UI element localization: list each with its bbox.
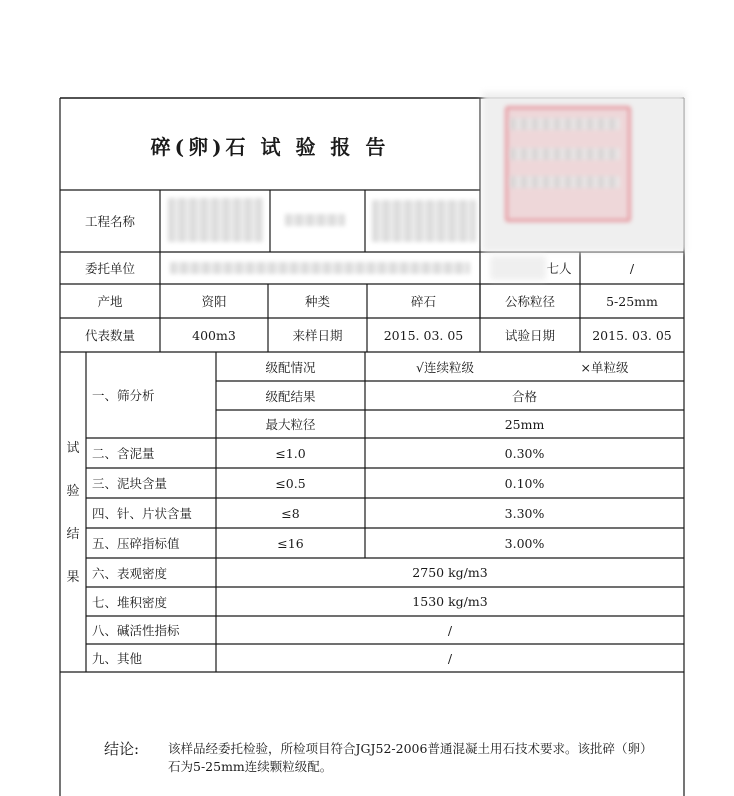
nominal-size-label: 公称粒径 [504, 294, 555, 309]
grading-option-continuous: √连续粒级 [416, 359, 474, 375]
conclusion-text: 该样品经委托检验，所检项目符合JGJ52-2006普通混凝土用石技术要求。该批碎（卵）石为5-25mm连续颗粒级配。 [168, 741, 647, 774]
redacted-client-name [170, 262, 470, 274]
test-date-label: 试验日期 [504, 328, 555, 343]
test-results-vertical-label [60, 352, 86, 670]
item-value: 3.00% [504, 535, 545, 551]
item-limit: ≤1.0 [275, 445, 306, 461]
origin-value: 资阳 [201, 294, 227, 309]
redacted-project-name [372, 200, 476, 242]
sample-date-value: 2015. 03. 05 [383, 327, 464, 343]
client-right-value: / [629, 260, 635, 276]
item-label: 五、压碎指标值 [92, 536, 180, 551]
results-char: 果 [66, 570, 80, 585]
item-label: 八、碱活性指标 [92, 623, 180, 638]
max-size-label: 最大粒径 [265, 417, 316, 432]
conclusion-label: 结论: [104, 740, 140, 758]
kind-label: 种类 [304, 294, 330, 309]
report-title: 碎(卵)石 试 验 报 告 [150, 134, 390, 159]
item-label: 三、泥块含量 [92, 476, 168, 491]
quantity-label: 代表数量 [84, 328, 135, 343]
item-value: 1530 kg/m3 [412, 594, 488, 609]
item-label: 四、针、片状含量 [92, 506, 193, 521]
results-char: 验 [66, 484, 80, 499]
item-value: 2750 kg/m3 [412, 565, 488, 580]
redacted-project-name [168, 198, 263, 242]
origin-label: 产地 [97, 294, 123, 309]
grading-result-value: 合格 [511, 388, 537, 404]
sieve-analysis-label: 一、筛分析 [92, 388, 155, 403]
item-limit: ≤0.5 [275, 475, 306, 491]
grading-result-label: 级配结果 [265, 388, 316, 404]
grading-label: 级配情况 [265, 359, 316, 375]
redacted-seal-text [510, 176, 620, 188]
item-value: 0.30% [504, 445, 545, 461]
item-label: 七、堆积密度 [92, 594, 168, 610]
redacted-client-fragment [490, 256, 546, 280]
redacted-project-name [285, 214, 345, 226]
item-label: 二、含泥量 [92, 446, 155, 461]
redacted-seal-text [510, 148, 620, 160]
item-limit: ≤8 [281, 505, 300, 521]
item-label: 九、其他 [92, 651, 143, 666]
redacted-seal-text [510, 118, 620, 130]
results-char: 结 [66, 527, 80, 542]
project-name-label: 工程名称 [84, 214, 135, 229]
item-label: 六、表观密度 [92, 565, 168, 581]
results-char: 试 [66, 441, 80, 456]
kind-value: 碎石 [410, 294, 436, 309]
item-value: / [447, 622, 453, 638]
client-label: 委托单位 [84, 261, 135, 276]
test-date-value: 2015. 03. 05 [592, 327, 672, 343]
max-size-value: 25mm [504, 416, 545, 432]
sample-date-label: 来样日期 [292, 328, 343, 343]
grading-option-single: ×单粒级 [580, 359, 629, 375]
nominal-size-value: 5-25mm [606, 293, 658, 309]
item-limit: ≤16 [277, 535, 304, 551]
item-value: 3.30% [504, 505, 545, 521]
item-value: / [447, 650, 453, 666]
client-right-fragment: 七人 [546, 261, 572, 276]
quantity-value: 400m3 [192, 327, 236, 343]
item-value: 0.10% [504, 475, 545, 491]
